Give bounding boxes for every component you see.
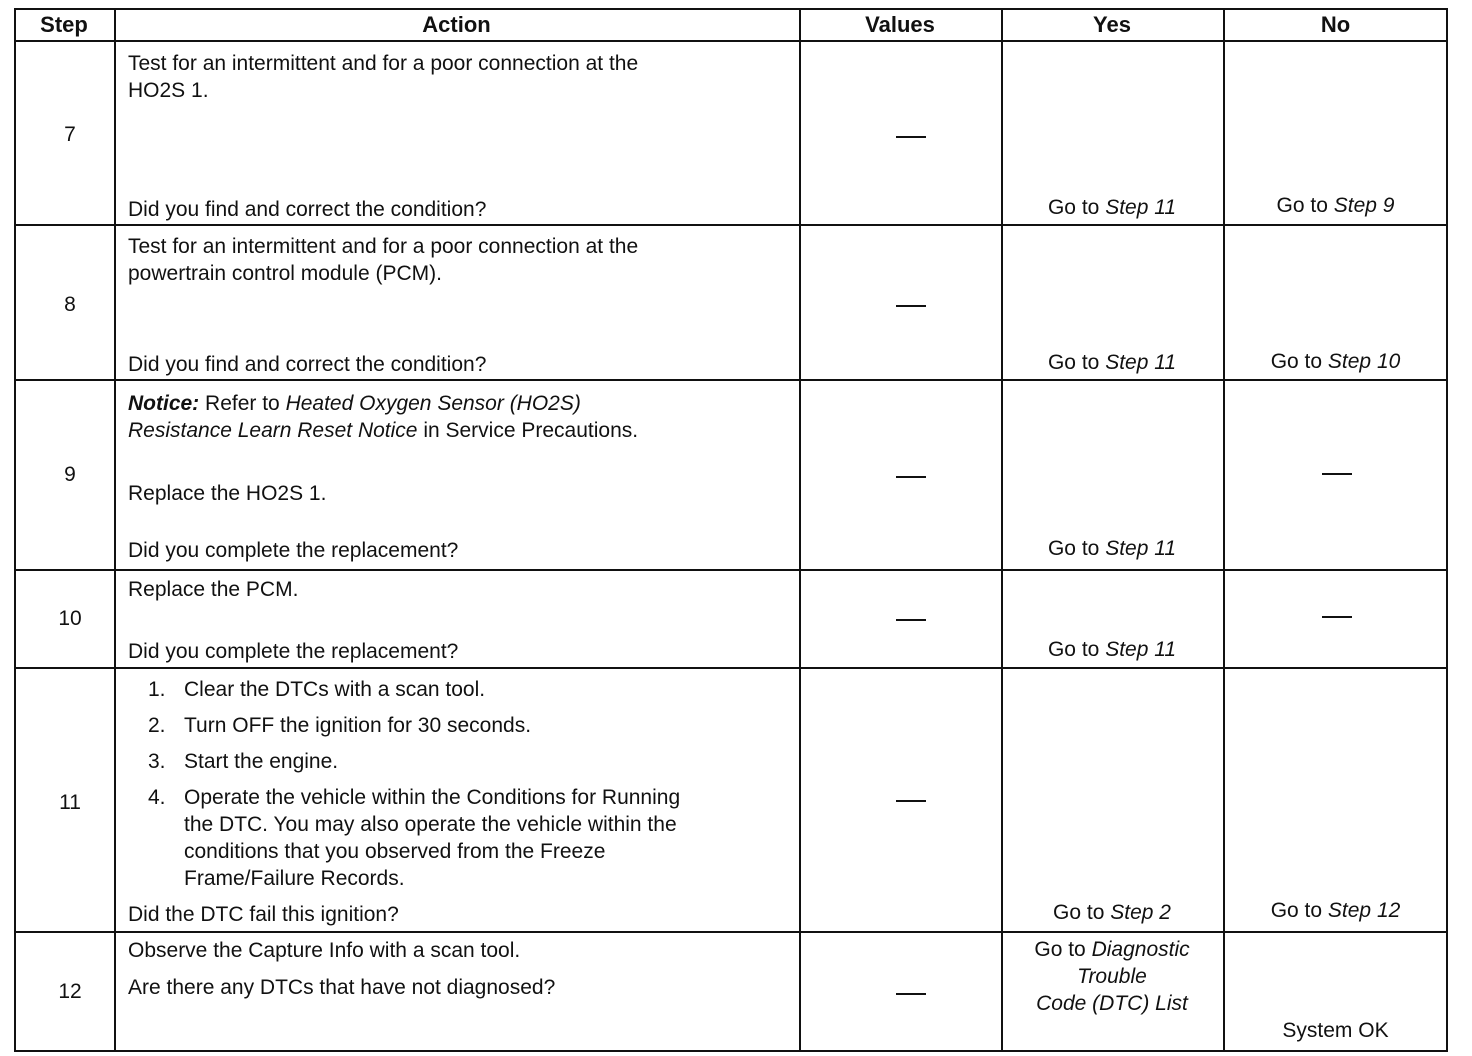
yes-action: Go to Step 11	[1047, 638, 1177, 661]
list-item: 1. Clear the DTCs with a scan tool.	[148, 678, 486, 701]
header-yes: Yes	[1093, 12, 1131, 37]
step-number: 8	[64, 293, 76, 316]
no-dash	[1322, 473, 1352, 475]
value-dash	[896, 305, 926, 307]
notice-text: Notice: Refer to Heated Oxygen Sensor (HO2S) Resistance Learn Reset Notice in Service Precautions.	[128, 392, 639, 442]
step-number: 11	[59, 791, 81, 814]
value-dash	[896, 993, 926, 995]
action-question: Did you complete the replacement?	[128, 539, 459, 562]
step-number: 10	[58, 607, 82, 630]
action-line: HO2S 1.	[128, 79, 209, 102]
value-dash	[896, 800, 926, 802]
action-question: Are there any DTCs that have not diagnosed?	[128, 976, 556, 999]
yes-action: Go to Step 11	[1047, 196, 1177, 219]
step-number: 7	[64, 123, 76, 146]
column-divider	[1001, 8, 1003, 1052]
row-divider	[14, 931, 1448, 933]
action-text: Observe the Capture Info with a scan tool.	[128, 939, 521, 962]
value-dash	[896, 476, 926, 478]
action-text	[128, 50, 788, 104]
action-line: Test for an intermittent and for a poor connection at the	[128, 52, 639, 75]
no-action: System OK	[1282, 1019, 1389, 1042]
yes-action: Go to Step 2	[1053, 901, 1171, 924]
step-number: 12	[58, 980, 82, 1003]
column-divider	[799, 8, 801, 1052]
value-dash	[896, 619, 926, 621]
action-text: Replace the HO2S 1.	[128, 482, 327, 505]
header-values: Values	[865, 12, 935, 37]
action-question: Did you find and correct the condition?	[128, 353, 487, 376]
numbered-list	[128, 676, 798, 892]
no-action: Go to Step 9	[1276, 194, 1395, 217]
action-text: Replace the PCM.	[128, 578, 299, 601]
row-divider	[14, 569, 1448, 571]
row-divider	[14, 224, 1448, 226]
diagnostic-table	[14, 8, 1448, 1052]
yes-action: Go to Step 11	[1047, 351, 1177, 374]
yes-action: Go to Diagnostic Trouble Code (DTC) List	[1034, 938, 1190, 1015]
list-item: 3. Start the engine.	[148, 750, 339, 773]
header-no: No	[1320, 12, 1351, 37]
no-dash	[1322, 616, 1352, 618]
row-divider	[14, 379, 1448, 381]
yes-action: Go to Step 11	[1047, 537, 1177, 560]
column-divider	[1223, 8, 1225, 1052]
list-item: 4. Operate the vehicle within the Conditions for Running the DTC. You may also operate the vehicle within the conditions that you observed from the Freeze Frame/Failure Records.	[148, 786, 681, 890]
list-item: 2. Turn OFF the ignition for 30 seconds.	[148, 714, 532, 737]
action-question: Did the DTC fail this ignition?	[128, 903, 399, 926]
no-action: Go to Step 10	[1270, 350, 1401, 373]
action-question: Did you complete the replacement?	[128, 640, 459, 663]
action-line: Test for an intermittent and for a poor connection at the	[128, 235, 639, 258]
row-divider	[14, 667, 1448, 669]
header-step: Step	[40, 12, 88, 37]
table-border	[14, 8, 1448, 1052]
column-divider	[114, 8, 116, 1052]
row-divider	[14, 40, 1448, 42]
action-text	[128, 233, 788, 287]
no-action: Go to Step 12	[1270, 899, 1401, 922]
action-question: Did you find and correct the condition?	[128, 198, 487, 221]
step-number: 9	[64, 463, 76, 486]
value-dash	[896, 136, 926, 138]
action-line: powertrain control module (PCM).	[128, 262, 442, 285]
header-action: Action	[422, 12, 491, 37]
